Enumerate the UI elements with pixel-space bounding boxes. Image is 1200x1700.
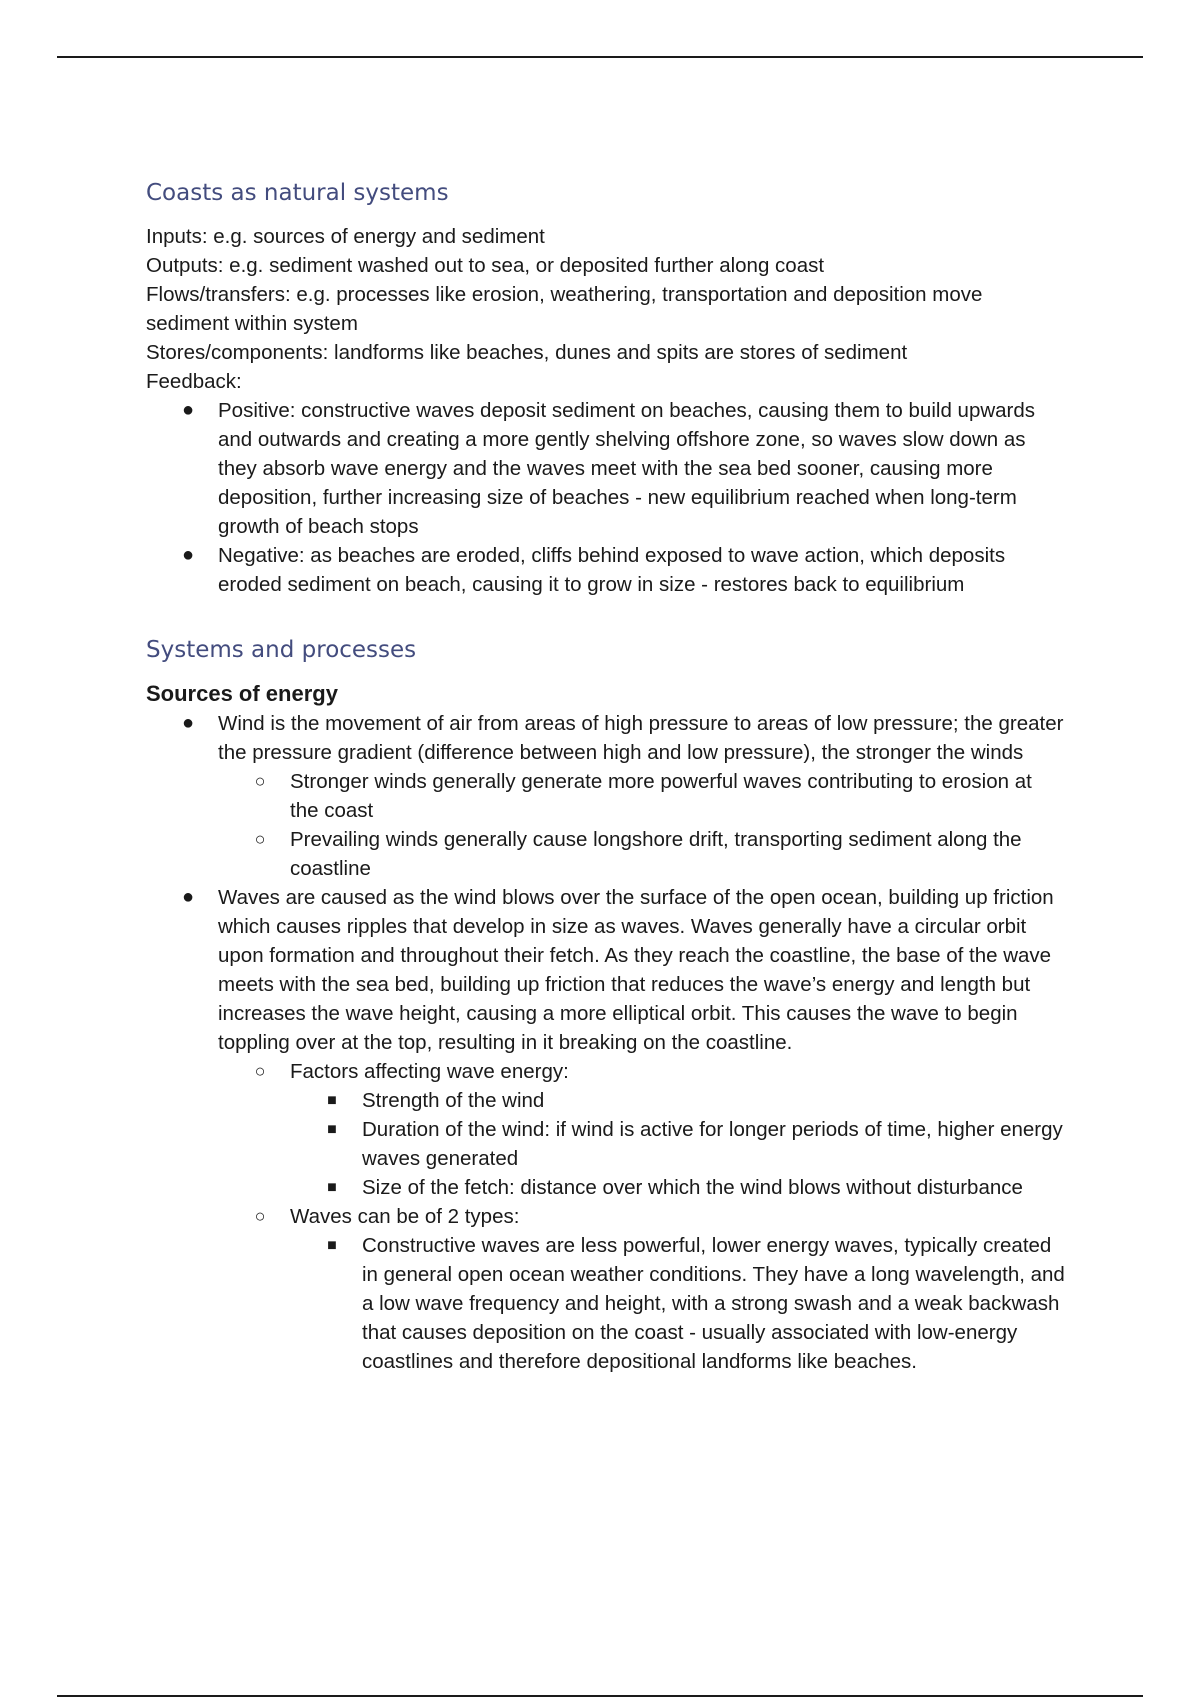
list-item [146, 396, 1066, 541]
wind-sub-text: Prevailing winds generally cause longshore drift, transporting sediment along the coastline [290, 828, 1022, 880]
list-item [290, 1086, 1066, 1115]
factor-text: Duration of the wind: if wind is active for longer periods of time, higher energy waves generated [362, 1118, 1063, 1170]
types-label: Waves can be of 2 types: [290, 1205, 520, 1228]
waves-text: Waves are caused as the wind blows over the surface of the open ocean, building up friction which causes ripples that develop in size as waves. Waves generally have a circular orbit upon formation and throughout their fetch. As they reach the coastline, the base of the wave meets with the sea bed, building up friction that reduces the wave’s energy and length but increases the wave height, causing a more elliptical orbit. This causes the wave to begin toppling over at the top, resulting in it breaking on the coastline. [218, 886, 1054, 1054]
list-item [218, 1202, 1066, 1376]
list-item [218, 825, 1066, 883]
outputs-line: Outputs: e.g. sediment washed out to sea, or deposited further along coast [146, 254, 825, 277]
feedback-list [146, 396, 1066, 599]
feedback-label: Feedback: [146, 370, 242, 393]
top-rule [57, 56, 1143, 58]
bottom-rule [57, 1695, 1143, 1697]
wind-sub-text: Stronger winds generally generate more powerful waves contributing to erosion at the coast [290, 770, 1032, 822]
negative-feedback-text: Negative: as beaches are eroded, cliffs behind exposed to wave action, which deposits eroded sediment on beach, causing it to grow in size - restores back to equilibrium [218, 544, 1006, 596]
subheading-sources-of-energy: Sources of energy [146, 681, 338, 706]
square-bullet-icon: ■ [327, 1179, 337, 1196]
factor-text: Size of the fetch: distance over which the wind blows without disturbance [362, 1176, 1023, 1199]
list-item [218, 767, 1066, 825]
square-bullet-icon: ■ [327, 1092, 337, 1109]
section-title-systems: Systems and processes [146, 637, 417, 663]
type-text: Constructive waves are less powerful, lower energy waves, typically created in general open ocean weather conditions. They have a long wavelength, and a low wave frequency and height, with a strong swash and a weak backwash that causes deposition on the coast - usually associated with low-energy coastlines and therefore depositional landforms like beaches. [362, 1234, 1065, 1373]
types-list [290, 1231, 1066, 1376]
disc-bullet-icon: ● [181, 544, 195, 566]
positive-feedback-text: Positive: constructive waves deposit sediment on beaches, causing them to build upwards and outwards and creating a more gently shelving offshore zone, so waves slow down as they absorb wave energy and the waves meet with the sea bed sooner, causing more deposition, further increasing size of beaches - new equilibrium reached when long-term growth of beach stops [218, 399, 1036, 538]
flows-line: Flows/transfers: e.g. processes like erosion, weathering, transportation and deposition move sediment within system [146, 283, 983, 335]
list-item [146, 709, 1066, 883]
list-item [146, 541, 1066, 599]
list-item [290, 1173, 1066, 1202]
document-body [146, 178, 1066, 1376]
stores-line: Stores/components: landforms like beaches, dunes and spits are stores of sediment [146, 341, 908, 364]
circle-bullet-icon: ○ [254, 1206, 266, 1226]
list-item [290, 1231, 1066, 1376]
square-bullet-icon: ■ [327, 1121, 337, 1138]
inputs-line: Inputs: e.g. sources of energy and sediment [146, 225, 545, 248]
circle-bullet-icon: ○ [254, 771, 266, 791]
wind-sub-list [218, 767, 1066, 883]
waves-sub-list [218, 1057, 1066, 1376]
list-item [218, 1057, 1066, 1202]
disc-bullet-icon: ● [181, 399, 195, 421]
disc-bullet-icon: ● [181, 712, 195, 734]
factors-label: Factors affecting wave energy: [290, 1060, 569, 1083]
circle-bullet-icon: ○ [254, 829, 266, 849]
square-bullet-icon: ■ [327, 1237, 337, 1254]
circle-bullet-icon: ○ [254, 1061, 266, 1081]
wind-text: Wind is the movement of air from areas of high pressure to areas of low pressure; the greater the pressure gradient (difference between high and low pressure), the stronger the winds [218, 712, 1064, 764]
disc-bullet-icon: ● [181, 886, 195, 908]
factors-list [290, 1086, 1066, 1202]
list-item [146, 883, 1066, 1376]
list-item [290, 1115, 1066, 1173]
energy-list [146, 709, 1066, 1376]
factor-text: Strength of the wind [362, 1089, 545, 1112]
section-title-coasts: Coasts as natural systems [146, 180, 449, 206]
